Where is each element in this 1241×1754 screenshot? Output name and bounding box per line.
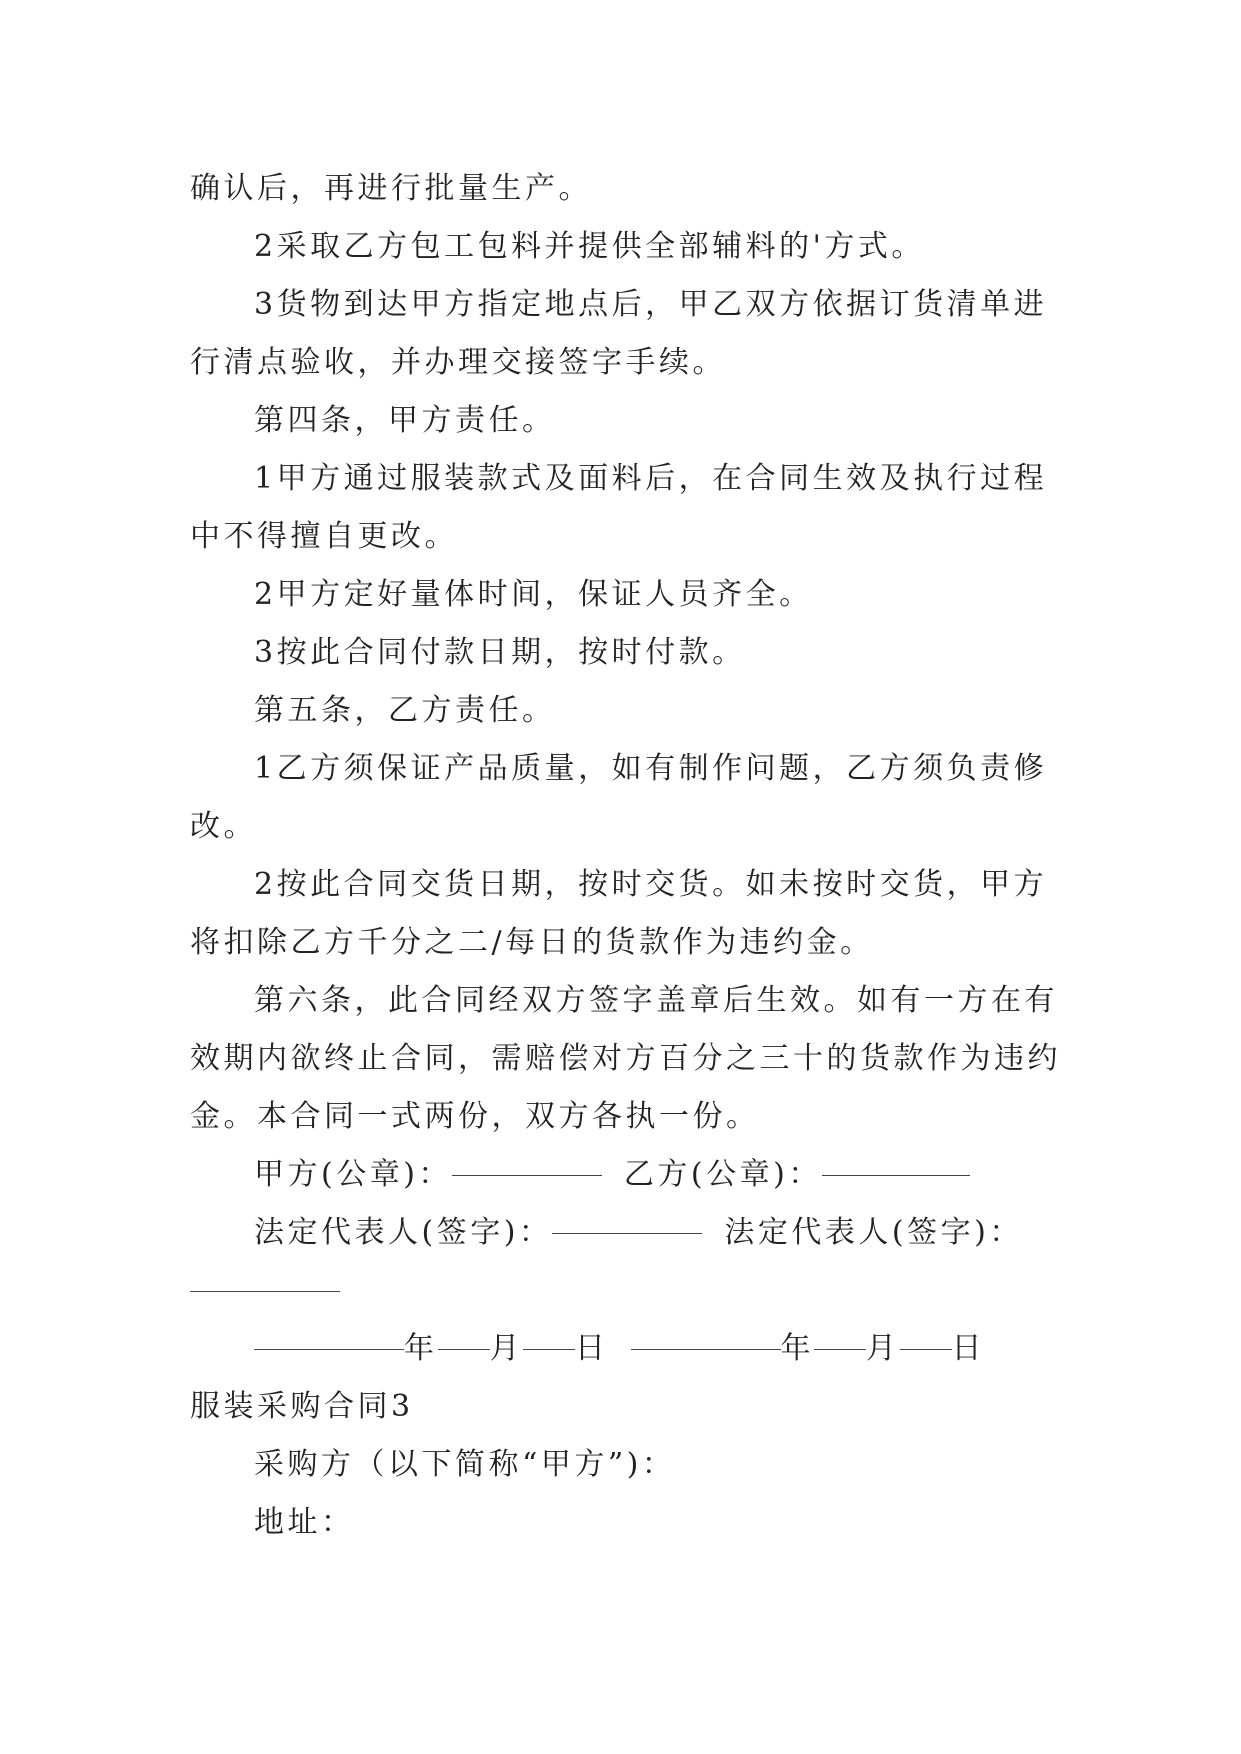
day-a-label: 日 (575, 1331, 609, 1366)
paragraph-line: 金。本合同一式两份，双方各执一份。 (190, 1099, 760, 1134)
party-b-seal-label: 乙方(公章)： (623, 1157, 822, 1192)
contract-body (190, 160, 1060, 1552)
day-b-label: 日 (951, 1331, 985, 1366)
party-a-seal-blank (452, 1174, 602, 1176)
seal-line (190, 1146, 1060, 1204)
article-heading: 第四条，甲方责任。 (254, 403, 556, 438)
month-b-label: 月 (866, 1331, 900, 1366)
paragraph-line: 2采取乙方包工包料并提供全部辅料的'方式。 (254, 229, 925, 264)
month-b-blank (814, 1348, 866, 1350)
year-b-label: 年 (780, 1331, 814, 1366)
day-b-blank (900, 1348, 952, 1350)
paragraph-line: 3货物到达甲方指定地点后，甲乙双方依据订货清单进 (254, 287, 1048, 322)
paragraph-line: 1甲方通过服装款式及面料后，在合同生效及执行过程 (254, 461, 1048, 496)
paragraph-line: 中不得擅自更改。 (190, 519, 458, 554)
paragraph-line: 改。 (190, 809, 257, 844)
paragraph-line: 将扣除乙方千分之二/每日的货款作为违约金。 (190, 925, 874, 960)
paragraph-line: 效期内欲终止合同，需赔偿对方百分之三十的货款作为违约 (190, 1041, 1061, 1076)
article-heading: 第五条，乙方责任。 (254, 693, 556, 728)
year-b-blank (631, 1348, 781, 1350)
paragraph-line: 行清点验收，并办理交接签字手续。 (190, 345, 726, 380)
paragraph-line: 1乙方须保证产品质量，如有制作问题，乙方须负责修 (254, 751, 1048, 786)
next-contract-title: 服装采购合同3 (190, 1389, 414, 1424)
date-line (190, 1320, 1060, 1378)
day-a-blank (523, 1348, 575, 1350)
rep-b-label: 法定代表人(签字)： (724, 1215, 1023, 1250)
year-a-blank (254, 1348, 404, 1350)
rep-a-label: 法定代表人(签字)： (254, 1215, 553, 1250)
rep-b-blank (190, 1290, 340, 1292)
paragraph-line: 2甲方定好量体时间，保证人员齐全。 (254, 577, 813, 612)
party-a-seal-label: 甲方(公章)： (254, 1157, 452, 1192)
year-a-label: 年 (404, 1331, 438, 1366)
paragraph-line: 2按此合同交货日期，按时交货。如未按时交货，甲方 (254, 867, 1048, 902)
rep-a-blank (552, 1232, 702, 1234)
rep-b-blank-line (190, 1262, 1060, 1320)
paragraph-line: 3按此合同付款日期，按时付款。 (254, 635, 746, 670)
paragraph-line: 第六条，此合同经双方签字盖章后生效。如有一方在有 (254, 983, 1058, 1018)
month-a-blank (438, 1348, 490, 1350)
buyer-label: 采购方（以下简称“甲方”)： (254, 1447, 676, 1482)
paragraph-line: 确认后，再进行批量生产。 (190, 171, 592, 206)
address-label: 地址： (254, 1505, 355, 1540)
party-b-seal-blank (822, 1174, 970, 1176)
month-a-label: 月 (489, 1331, 523, 1366)
representative-line (190, 1204, 1060, 1262)
